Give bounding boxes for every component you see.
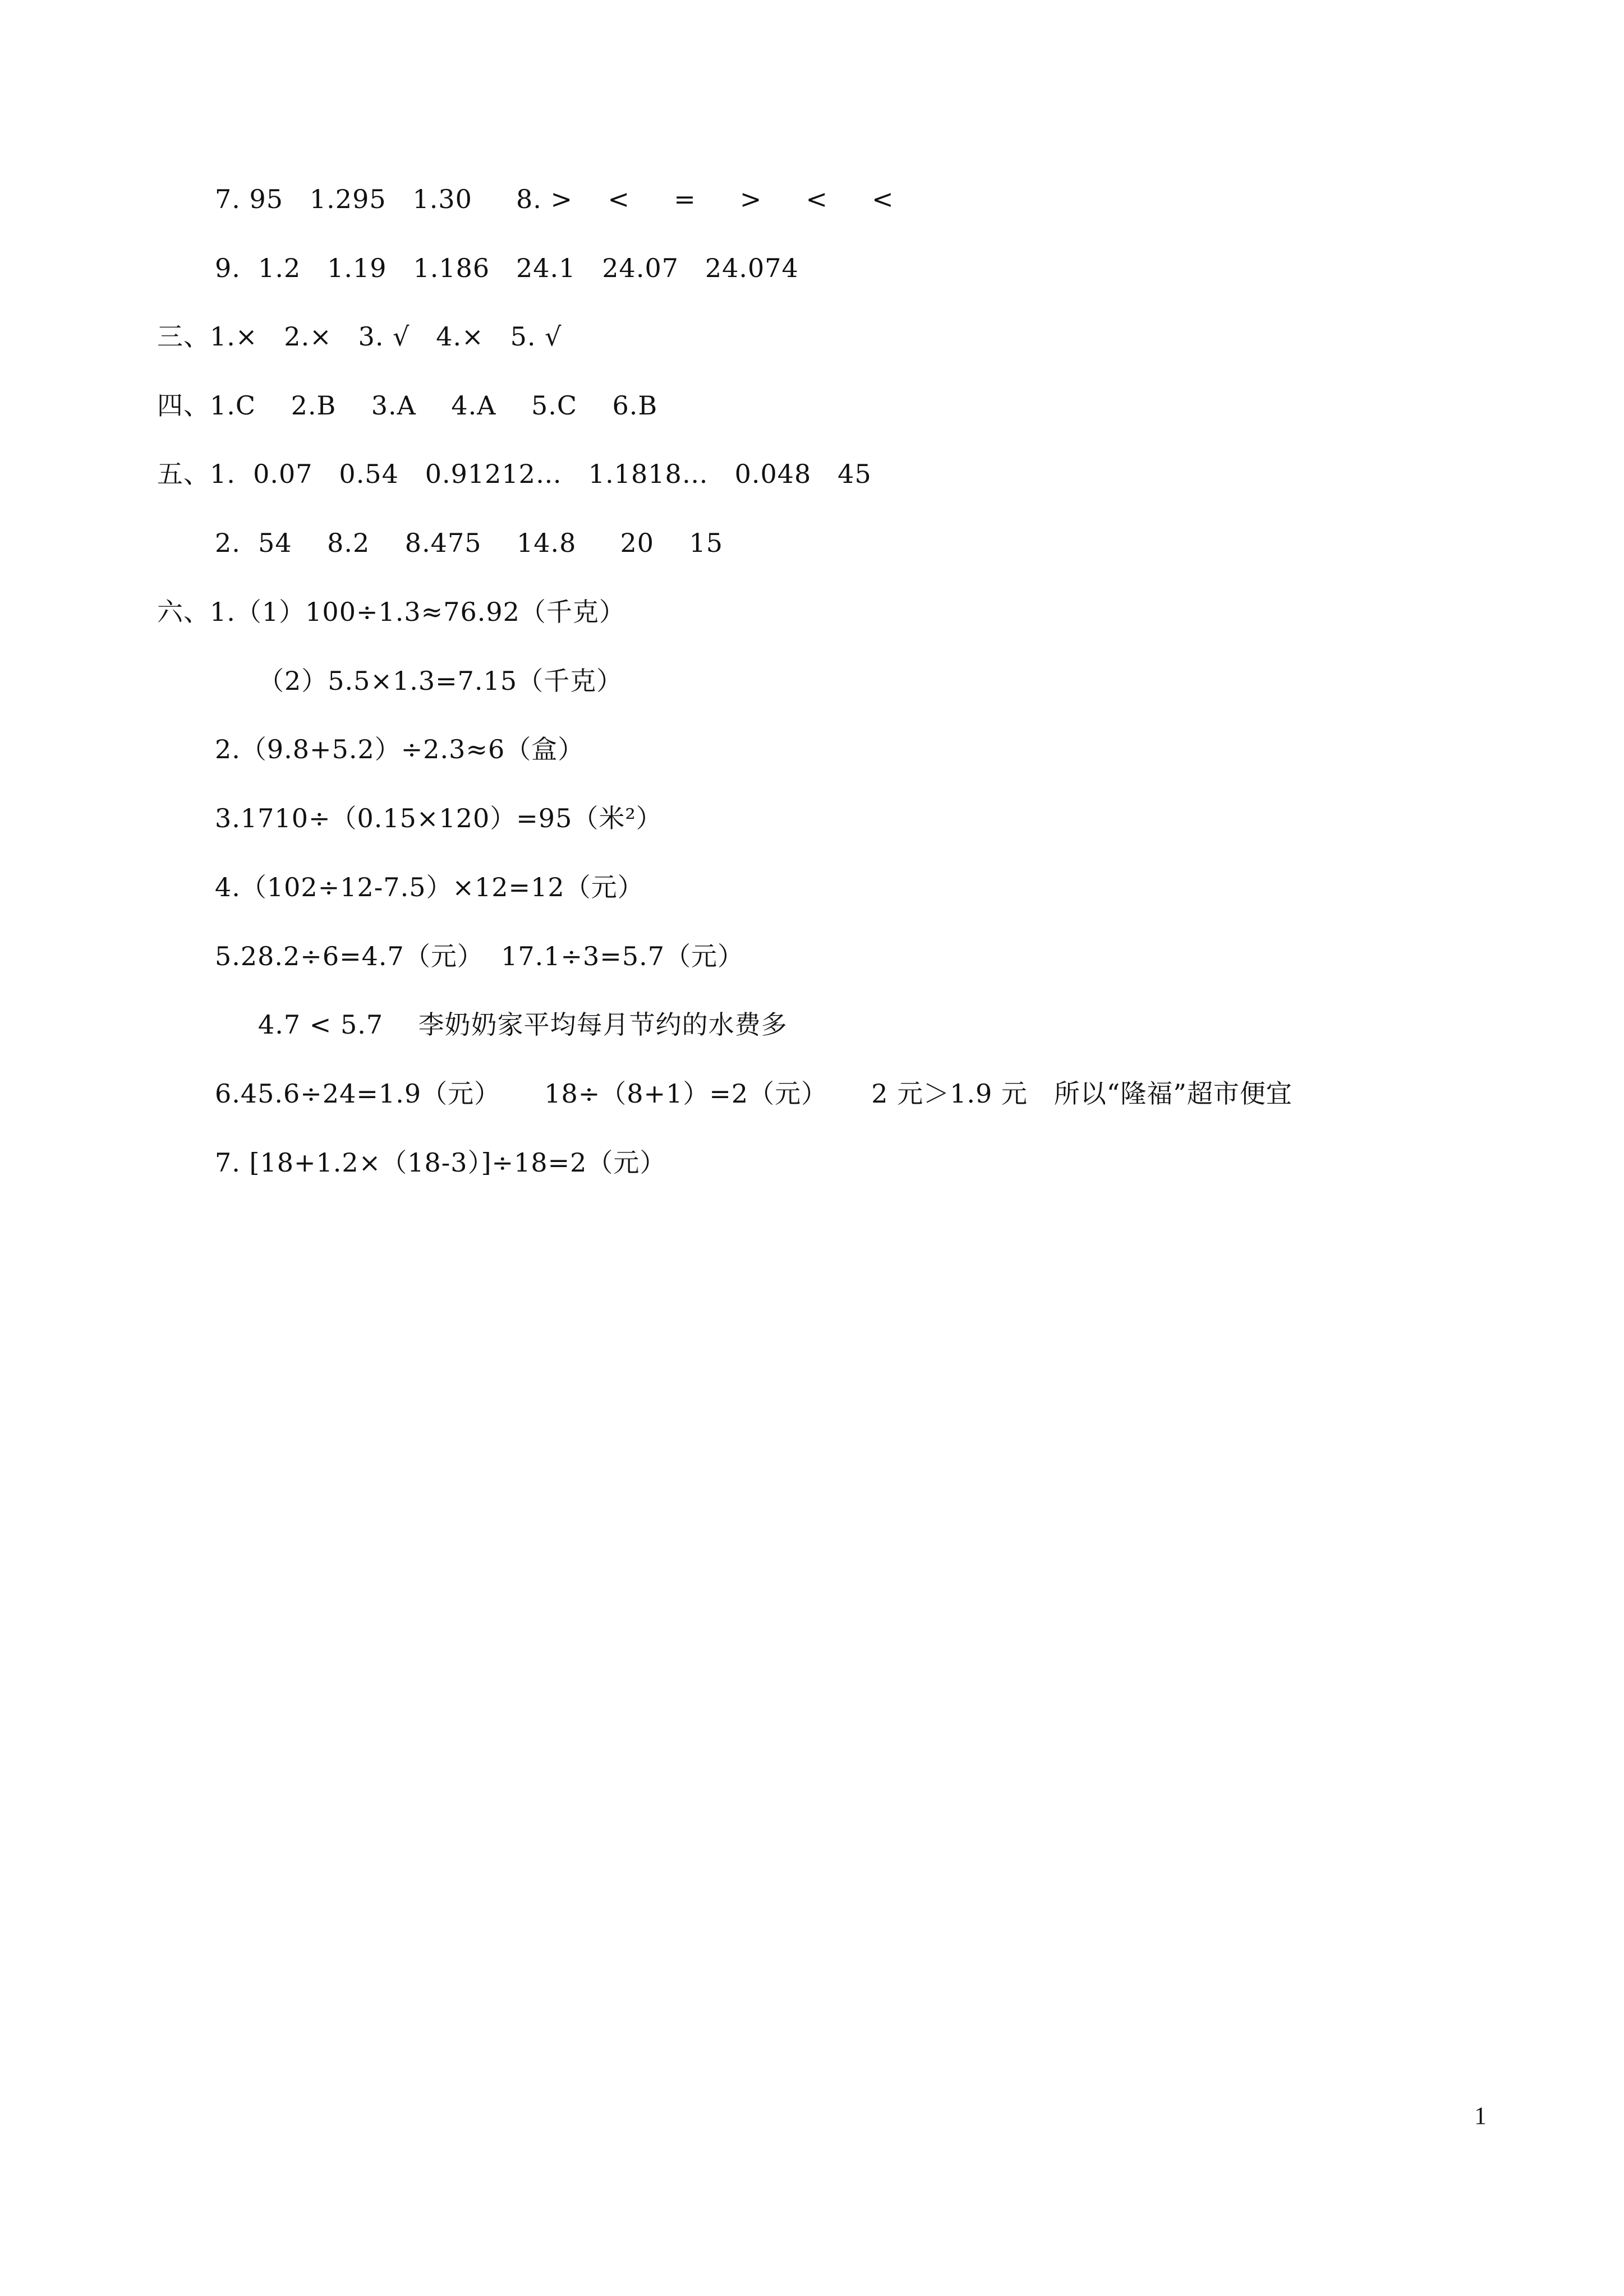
answer-section-4: 四、1.C 2.B 3.A 4.A 5.C 6.B <box>157 390 658 421</box>
answer-line-7-8: 7. 95 1.295 1.30 8. > < = > < < <box>215 184 894 214</box>
answer-section-6-q7: 7. [18+1.2×（18-3）]÷18=2（元） <box>215 1147 666 1178</box>
answer-section-5-q1: 五、1. 0.07 0.54 0.91212… 1.1818… 0.048 45 <box>157 459 872 489</box>
answer-section-6-q2: 2.（9.8+5.2）÷2.3≈6（盒） <box>215 734 585 764</box>
answer-section-6-q1-part1: 六、1.（1）100÷1.3≈76.92（千克） <box>157 597 625 627</box>
answer-section-6-q5: 5.28.2÷6=4.7（元） 17.1÷3=5.7（元） <box>215 941 744 971</box>
answer-section-6-q6: 6.45.6÷24=1.9（元） 18÷（8+1）=2（元） 2 元＞1.9 元 所以“隆福”超市便宜 <box>215 1078 1292 1109</box>
answer-section-6-q4: 4.（102÷12-7.5）×12=12（元） <box>215 872 644 902</box>
answer-section-5-q2: 2. 54 8.2 8.475 14.8 20 15 <box>215 528 724 558</box>
answer-line-9: 9. 1.2 1.19 1.186 24.1 24.07 24.074 <box>215 253 799 283</box>
page-number: 1 <box>1474 2102 1487 2129</box>
answer-section-6-q1-part2: （2）5.5×1.3=7.15（千克） <box>258 666 623 696</box>
answer-section-3: 三、1.× 2.× 3. √ 4.× 5. √ <box>157 321 562 352</box>
answer-section-6-q5-conclusion: 4.7 < 5.7 李奶奶家平均每月节约的水费多 <box>258 1009 788 1040</box>
answer-section-6-q3: 3.1710÷（0.15×120）=95（米²） <box>215 803 663 833</box>
